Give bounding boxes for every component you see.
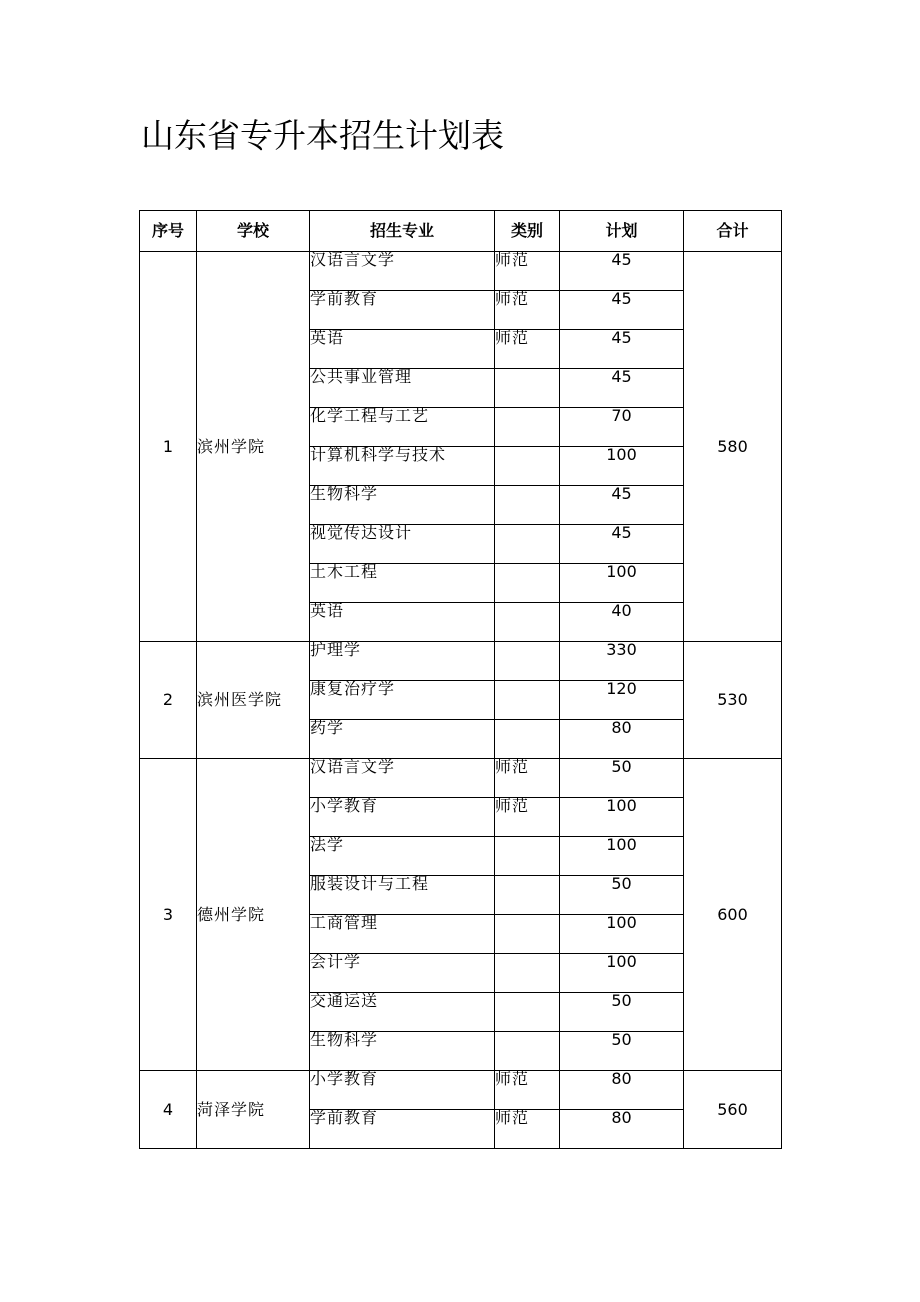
plan-count-cell: 100 — [560, 564, 684, 603]
category-cell — [495, 525, 560, 564]
major-cell: 英语 — [310, 330, 495, 369]
category-cell — [495, 564, 560, 603]
school-total-cell: 600 — [684, 759, 782, 1071]
category-cell — [495, 369, 560, 408]
category-cell — [495, 447, 560, 486]
major-cell: 小学教育 — [310, 1071, 495, 1110]
school-name-cell: 菏泽学院 — [197, 1071, 310, 1149]
category-cell — [495, 993, 560, 1032]
category-cell — [495, 408, 560, 447]
major-cell: 公共事业管理 — [310, 369, 495, 408]
school-seq-cell: 4 — [140, 1071, 197, 1149]
major-cell: 生物科学 — [310, 486, 495, 525]
plan-count-cell: 45 — [560, 291, 684, 330]
school-name-cell: 滨州学院 — [197, 252, 310, 642]
category-cell: 师范 — [495, 291, 560, 330]
plan-count-cell: 50 — [560, 993, 684, 1032]
category-cell — [495, 603, 560, 642]
major-cell: 会计学 — [310, 954, 495, 993]
plan-count-cell: 330 — [560, 642, 684, 681]
major-cell: 交通运送 — [310, 993, 495, 1032]
category-cell — [495, 837, 560, 876]
major-cell: 小学教育 — [310, 798, 495, 837]
category-cell — [495, 486, 560, 525]
header-plan: 计划 — [560, 211, 684, 252]
major-cell: 计算机科学与技术 — [310, 447, 495, 486]
major-cell: 生物科学 — [310, 1032, 495, 1071]
enrollment-plan-table — [139, 210, 782, 1149]
category-cell: 师范 — [495, 798, 560, 837]
school-total-cell: 530 — [684, 642, 782, 759]
plan-count-cell: 100 — [560, 954, 684, 993]
plan-count-cell: 45 — [560, 525, 684, 564]
category-cell — [495, 642, 560, 681]
category-cell: 师范 — [495, 1071, 560, 1110]
category-cell: 师范 — [495, 252, 560, 291]
major-cell: 康复治疗学 — [310, 681, 495, 720]
plan-count-cell: 45 — [560, 486, 684, 525]
header-total: 合计 — [684, 211, 782, 252]
plan-count-cell: 50 — [560, 1032, 684, 1071]
school-name-cell: 滨州医学院 — [197, 642, 310, 759]
school-total-cell: 580 — [684, 252, 782, 642]
plan-count-cell: 45 — [560, 369, 684, 408]
major-cell: 法学 — [310, 837, 495, 876]
plan-count-cell: 80 — [560, 1071, 684, 1110]
school-seq-cell: 3 — [140, 759, 197, 1071]
major-cell: 土木工程 — [310, 564, 495, 603]
major-cell: 工商管理 — [310, 915, 495, 954]
category-cell: 师范 — [495, 330, 560, 369]
major-cell: 学前教育 — [310, 291, 495, 330]
table-row — [140, 759, 782, 798]
category-cell: 师范 — [495, 759, 560, 798]
school-name-cell: 德州学院 — [197, 759, 310, 1071]
plan-count-cell: 80 — [560, 720, 684, 759]
plan-count-cell: 50 — [560, 759, 684, 798]
plan-count-cell: 120 — [560, 681, 684, 720]
page-title: 山东省专升本招生计划表 — [141, 116, 504, 155]
header-major: 招生专业 — [310, 211, 495, 252]
header-category: 类别 — [495, 211, 560, 252]
category-cell — [495, 720, 560, 759]
school-seq-cell: 1 — [140, 252, 197, 642]
category-cell — [495, 681, 560, 720]
school-total-cell: 560 — [684, 1071, 782, 1149]
plan-count-cell: 100 — [560, 798, 684, 837]
plan-count-cell: 100 — [560, 447, 684, 486]
major-cell: 汉语言文学 — [310, 252, 495, 291]
category-cell — [495, 876, 560, 915]
plan-count-cell: 100 — [560, 837, 684, 876]
category-cell — [495, 1032, 560, 1071]
table-header-row — [140, 211, 782, 252]
major-cell: 学前教育 — [310, 1110, 495, 1149]
header-seq: 序号 — [140, 211, 197, 252]
plan-count-cell: 45 — [560, 330, 684, 369]
plan-count-cell: 45 — [560, 252, 684, 291]
plan-count-cell: 70 — [560, 408, 684, 447]
major-cell: 汉语言文学 — [310, 759, 495, 798]
plan-count-cell: 80 — [560, 1110, 684, 1149]
major-cell: 化学工程与工艺 — [310, 408, 495, 447]
table-row — [140, 252, 782, 291]
major-cell: 视觉传达设计 — [310, 525, 495, 564]
major-cell: 英语 — [310, 603, 495, 642]
category-cell: 师范 — [495, 1110, 560, 1149]
major-cell: 护理学 — [310, 642, 495, 681]
plan-count-cell: 100 — [560, 915, 684, 954]
category-cell — [495, 954, 560, 993]
major-cell: 服装设计与工程 — [310, 876, 495, 915]
plan-count-cell: 40 — [560, 603, 684, 642]
table-row — [140, 1071, 782, 1110]
plan-count-cell: 50 — [560, 876, 684, 915]
table-row — [140, 642, 782, 681]
table-body — [140, 252, 782, 1149]
header-school: 学校 — [197, 211, 310, 252]
category-cell — [495, 915, 560, 954]
major-cell: 药学 — [310, 720, 495, 759]
school-seq-cell: 2 — [140, 642, 197, 759]
